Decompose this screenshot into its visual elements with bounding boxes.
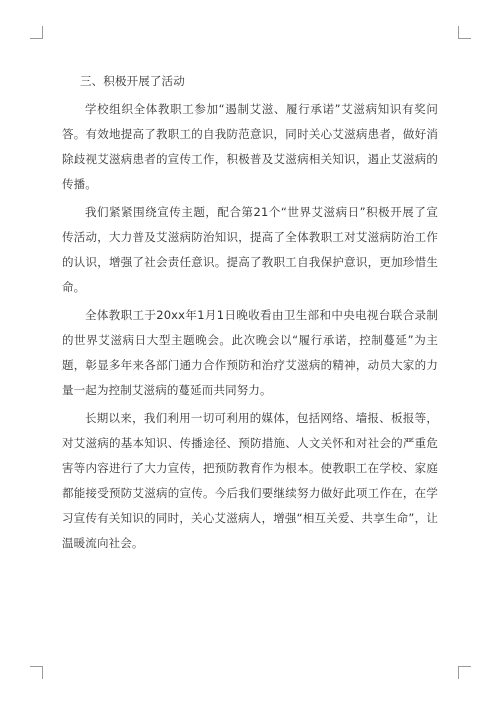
paragraph-quiz: 学校组织全体教职工参加“遏制艾滋、履行承诺”艾滋病知识有奖问答。有效地提高了教职工的自我防范意识，同时关心艾滋病患者，做好消除歧视艾滋病患者的宣传工作，积极普及艾滋病相关知识，遏止艾滋病的传播。: [62, 102, 438, 191]
crop-mark-top-right: [458, 26, 471, 39]
crop-mark-bottom-left: [30, 666, 43, 679]
paragraph-media-campaign: 长期以来，我们利用一切可利用的媒体，包括网络、墙报、板报等，对艾滋病的基本知识、传播途径、预防措施、人文关怀和对社会的严重危害等内容进行了大力宣传，把预防教育作为根本。使教职工在学校、家庭都能接受预防艾滋病的宣传。今后我们要继续努力做好此项工作在，在学习宣传有关知识的同时，关心艾滋病人，增强“相互关爱、共享生命”，让温暖流向社会。: [62, 411, 438, 550]
paragraph-tv-evening: 全体教职工于20xx年1月1日晚收看由卫生部和中央电视台联合录制的世界艾滋病日大型主题晚会。此次晚会以“履行承诺，控制蔓延”为主题，彰显多年来各部门通力合作预防和治疗艾滋病的精神，动员大家的力量一起为控制艾滋病的蔓延而共同努力。: [62, 308, 438, 397]
crop-mark-top-left: [30, 26, 43, 39]
crop-mark-bottom-right: [458, 666, 471, 679]
paragraph-aids-day: 我们紧紧围绕宣传主题，配合第21个“世界艾滋病日”积极开展了宣传活动，大力普及艾滋病防治知识，提高了全体教职工对艾滋病防治工作的认识，增强了社会责任意识。提高了教职工自我保护意识，更加珍惜生命。: [62, 205, 438, 294]
section-heading: 三、积极开展了活动: [80, 74, 185, 88]
document-body: [62, 69, 438, 559]
